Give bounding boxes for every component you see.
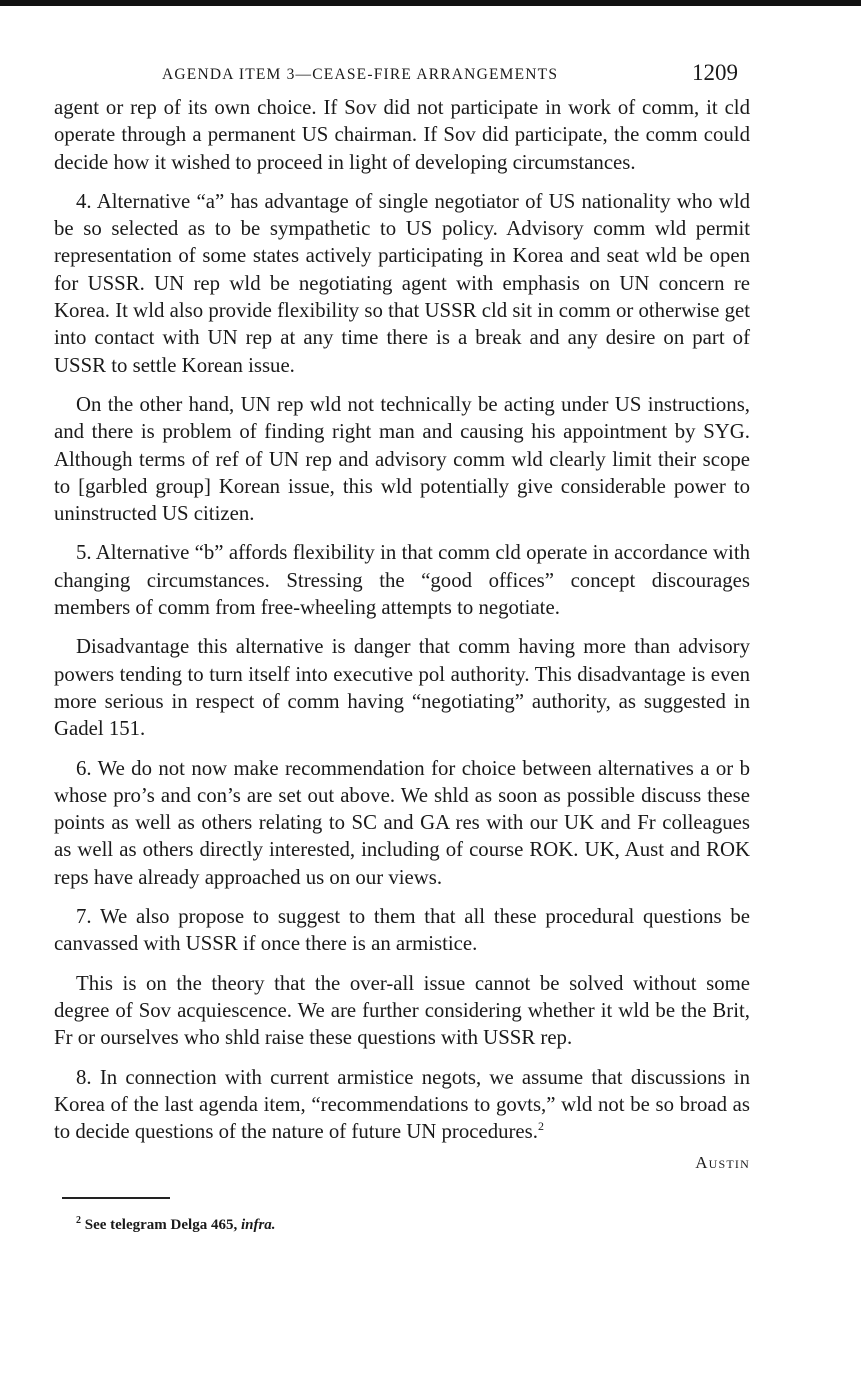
paragraph-item-7: 7. We also propose to suggest to them that all these procedural questions be canvassed with USSR if once there is an armistice. <box>54 905 750 956</box>
running-head: AGENDA ITEM 3—CEASE-FIRE ARRANGEMENTS <box>162 66 559 83</box>
signature: Austin <box>695 1153 750 1173</box>
footnote-emphasis: infra. <box>240 1217 276 1234</box>
footnote-reference: 2 <box>537 1119 544 1134</box>
paragraph-continuation: agent or rep of its own choice. If Sov did not participate in work of comm, it cld operate through a permanent US chairman. If Sov did participate, the comm could decide how it wished to proceed in light of developing circumstances. <box>54 96 750 174</box>
footnote-text: See telegram Delga 465, <box>84 1217 241 1234</box>
footnote <box>76 1215 750 1234</box>
page-header <box>54 60 750 94</box>
paragraph-item-6: 6. We do not now make recommendation for choice between alternatives a or b whose pro’s and con’s are set out above. We shld as soon as possible discuss these points as well as others relating to SC and GA res with our UK and Fr colleagues as well as others directly interested, including of course ROK. UK, Aust and ROK reps have already approached us on our views. <box>54 756 750 889</box>
paragraph-other-hand: On the other hand, UN rep wld not technically be acting under US instructions, and there is problem of finding right man and causing his appointment by SYG. Although terms of ref of UN rep and advisory comm wld clearly limit their scope to [garbled group] Korean issue, this wld potentially give considerable power to uninstructed US citizen. <box>54 392 750 526</box>
paragraph-item-8-text: 8. In connection with current armistice negots, we assume that discussions in Korea of the last agenda item, “recommendations to govts,” wld not be so broad as to decide questions of the nature of future UN procedures. <box>54 1065 750 1144</box>
paragraph-item-4: 4. Alternative “a” has advantage of single negotiator of US nationality who wld be so selected as to be sympathetic to US policy. Advisory comm wld permit representation of some states actively participating in Korea and seat wld be open for USSR. UN rep wld be negotiating agent with emphasis on UN concern re Korea. It wld also provide flexibility so that USSR cld sit in comm or otherwise get into contact with UN rep at any time there is a break and any desire on part of USSR to settle Korean issue. <box>54 189 750 377</box>
paragraph-disadvantage: Disadvantage this alternative is danger that comm having more than advisory powers tending to turn itself into executive pol authority. This disadvantage is even more serious in respect of comm having “negotiating” authority, as suggested in Gadel 151. <box>54 635 750 741</box>
paragraph-item-5: 5. Alternative “b” affords flexibility in that comm cld operate in accordance with changing circumstances. Stressing the “good offices” concept discourages members of comm from free-wheeling attempts to negotiate. <box>54 541 750 620</box>
page-top-edge <box>0 0 861 6</box>
document-page <box>54 60 750 1234</box>
footnote-number: 2 <box>76 1215 81 1227</box>
footnote-divider <box>62 1197 170 1199</box>
body-text <box>54 94 750 1145</box>
paragraph-item-8 <box>54 1064 750 1146</box>
page-number: 1209 <box>692 60 738 85</box>
paragraph-theory: This is on the theory that the over-all issue cannot be solved without some degree of Sov acquiescence. We are further considering whether it wld be the Brit, Fr or ourselves who shld raise these questions with USSR rep. <box>54 971 750 1050</box>
